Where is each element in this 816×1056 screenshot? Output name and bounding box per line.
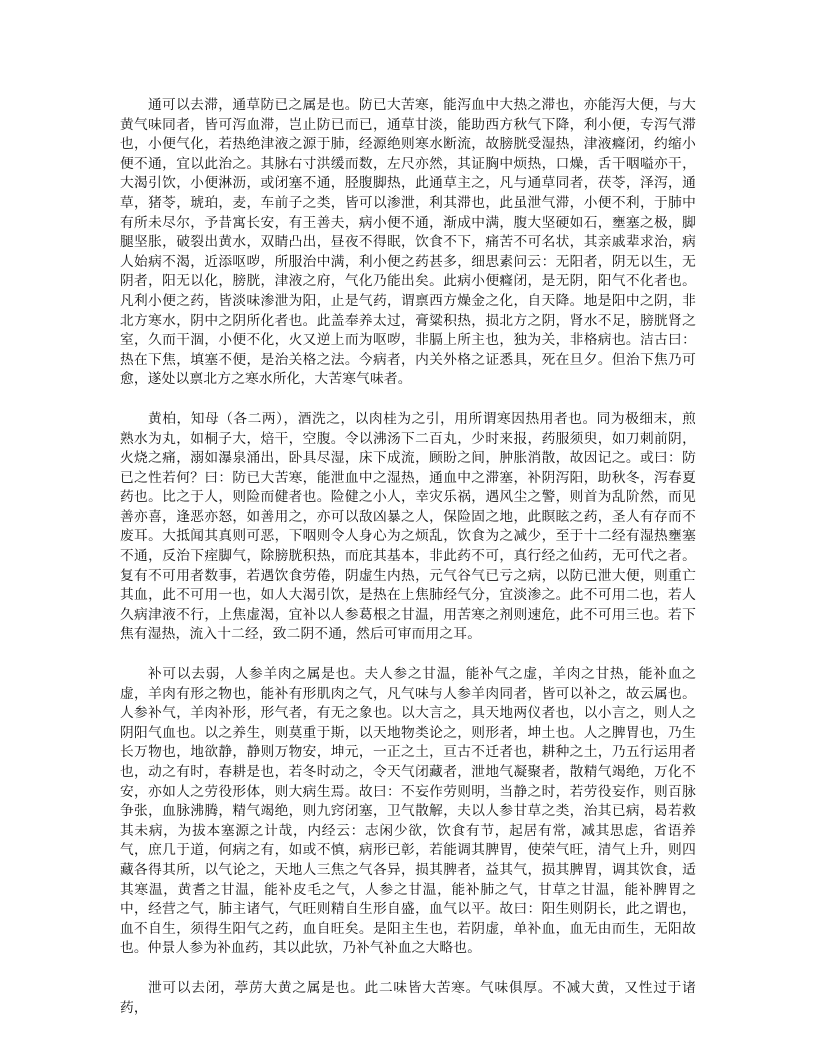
paragraph-xieke: 泄可以去闭，葶苈大黄之属是也。此二味皆大苦寒。气味俱厚。不减大黄，又性过于诸药， — [120, 979, 696, 1016]
paragraph-tongke: 通可以去滞，通草防已之属是也。防已大苦寒，能泻血中大热之滞也，亦能泻大便，与大黄气味同者，皆可泻血滞，岂止防已而已，通草甘淡，能助西方秋气下降，利小便，专泻气滞也，小便气化，若热绝津液之源于肺，经源绝则寒水断流，故膀胱受湿热，津液癃闭，约缩小便不通，宜以此治之。其脉右寸洪缓而数，左尺亦然，其证胸中烦热，口燥，舌干咽嗌亦干，大渴引饮，小便淋沥，或闭塞不通，胫腹脚热，此通草主之，凡与通草同者，茯苓，泽泻，通草，猪苓，琥珀，麦，车前子之类，皆可以渗泄，利其滞也，此虽泄气滞，小便不利，于肺中有所未尽尔，予昔寓长安，有王善夫，病小便不通，渐成中满，腹大坚硬如石，壅塞之极，脚腿坚胀，破裂出黄水，双睛凸出，昼夜不得眠，饮食不下，痛苦不可名状，其亲戚辈求治，病人始病不渴，近添呕哕，所服治中满，利小便之药甚多，细思素问云：无阳者，阴无以生，无阴者，阳无以化，膀胱，津液之府，气化乃能出矣。此病小便癃闭，是无阴，阳气不化者也。凡利小便之药，皆淡味渗泄为阳，止是气药，谓禀西方燥金之化，自天降。地是阳中之阴，非北方寒水，阴中之阴所化者也。此盖奉养太过，膏粱积热，损北方之阴，肾水不足，膀胱肾之室，久而干涸，小便不化，火又逆上而为呕哕，非膈上所主也，独为关，非格病也。洁古曰：热在下焦，填塞不便，是治关格之法。今病者，内关外格之证悉具，死在旦夕。但治下焦乃可愈，遂处以禀北方之寒水所化，大苦寒气味者。 — [120, 97, 696, 388]
document-body — [120, 96, 696, 1018]
paragraph-huangbo: 黄柏，知母（各二两），酒洗之，以肉桂为之引，用所谓寒因热用者也。同为极细末，煎熟水为丸，如桐子大，焙干，空腹。令以沸汤下二百丸，少时来报，药服须臾，如刀刺前阴，火烧之痛，溺如瀑泉涌出，卧具尽湿，床下成流，顾盼之间，肿胀消散，故因记之。或曰：防已之性若何？曰：防已大苦寒，能泄血中之湿热，通血中之滞塞，补阴泻阳，助秋冬，泻春夏药也。比之于人，则险而健者也。险健之小人，幸灾乐祸，遇风尘之警，则首为乱阶然，而见善亦喜，逢恶亦怒，如善用之，亦可以敌凶暴之人，保险固之地，此瞑眩之药，圣人有存而不废耳。大抵闻其真则可恶，下咽则令人身心为之烦乱，饮食为之减少，至于十二经有湿热壅塞不通，反治下痓脚气，除膀胱积热，而庇其基本，非此药不可，真行经之仙药，无可代之者。复有不可用者数事，若遇饮食劳倦，阴虚生内热，元气谷气已亏之病，以防已泄大便，则重亡其血，此不可用一也，如人大渴引饮，是热在上焦肺经气分，宜淡渗之。此不可用二也，若人久病津液不行，上焦虚渴，宜补以人参葛根之甘温，用苦寒之剂则速危，此不可用三也。若下焦有湿热，流入十二经，致二阴不通，然后可审而用之耳。 — [120, 410, 696, 643]
paragraph-buke: 补可以去弱，人参羊肉之属是也。夫人参之甘温，能补气之虚，羊肉之甘热，能补血之虚，羊肉有形之物也，能补有形肌肉之气，凡气味与人参羊肉同者，皆可以补之，故云属也。人参补气，羊肉补形，形气者，有无之象也。以大言之，具天地两仪者也，以小言之，则人之阴阳气血也。以之养生，则莫重于斯，以天地物类论之，则形者，坤土也。人之脾胃也，乃生长万物也，地欲静，静则万物安，坤元，一正之土，亘古不迁者也，耕种之土，乃五行运用者也，动之有时，春耕是也，若冬时动之，令天气闭藏者，泄地气凝聚者，散精气竭绝，万化不安，亦如人之劳役形体，则大病生焉。故曰：不妄作劳则明，当静之时，若劳役妄作，则百脉争张，血脉沸腾，精气竭绝，则九窍闭塞，卫气散解，夫以人参甘草之类，治其已病，曷若救其未病，为拔本塞源之计哉，内经云：志闲少欲，饮食有节，起居有常，减其思虑，省语养气，庶几于道，何病之有，如或不慎，病形已彰，若能调其脾胃，使荣气旺，清气上升，则四藏各得其所，以气论之，天地人三焦之气各异，损其脾者，益其气，损其脾胃，调其饮食，适其寒温，黄耆之甘温，能补皮毛之气，人参之甘温，能补肺之气，甘草之甘温，能补脾胃之中，经营之气，肺主诸气，气旺则精自生形自盛，血气以平。故曰：阳生则阴长，此之谓也，血不自生，须得生阳气之药，血自旺矣。是阳主生也，若阴虚，单补血，血无由而生，无阳故也。仲景人参为补血药，其以此欤，乃补气补血之大略也。 — [120, 666, 696, 957]
